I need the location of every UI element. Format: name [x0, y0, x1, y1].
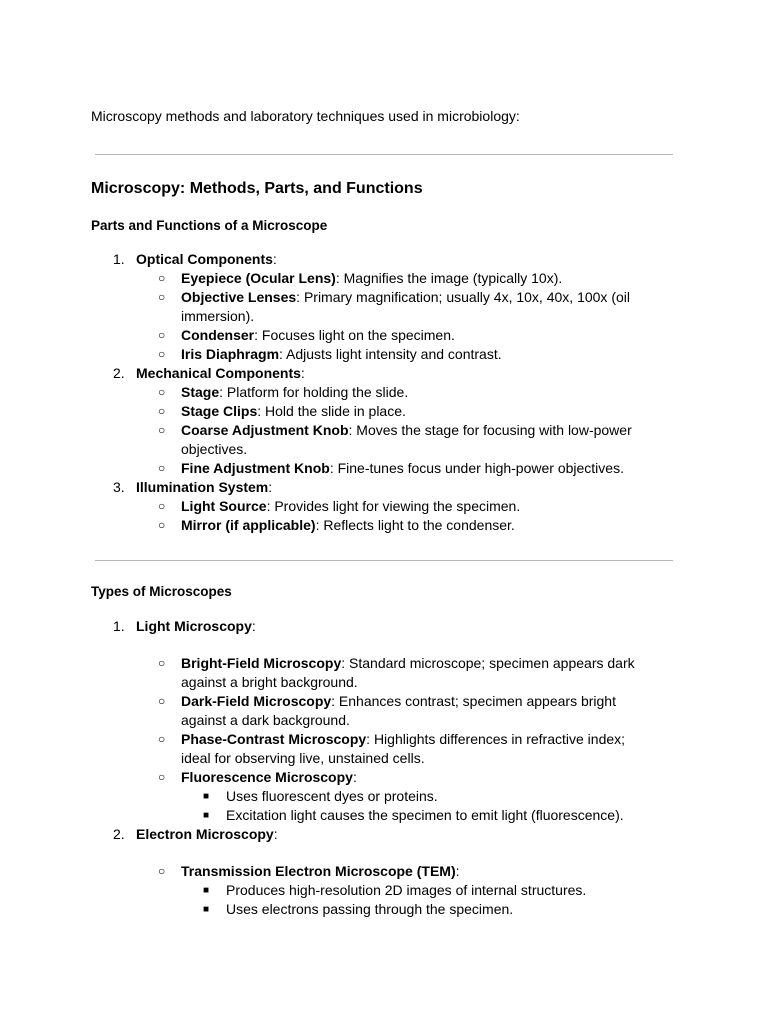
list-item: ○ Mirror (if applicable): Reflects light to the condenser. [158, 517, 515, 533]
list-item: ○ Stage: Platform for holding the slide. [158, 384, 409, 400]
numbered-item-light-microscopy [91, 617, 691, 825]
section-heading-parts: Parts and Functions of a Microscope [91, 218, 328, 233]
list-number: 3. [113, 479, 125, 495]
list-item: ■ Uses electrons passing through the specimen. [203, 901, 514, 917]
list-item: ○ Fine Adjustment Knob: Fine-tunes focus under high-power objectives. [158, 460, 624, 476]
sub-list [136, 269, 691, 364]
numbered-item-electron-microscopy [91, 825, 691, 919]
list-number: 1. [113, 251, 125, 267]
circle-bullet-icon: ○ [158, 499, 166, 513]
list-item: ○ Stage Clips: Hold the slide in place. [158, 403, 406, 419]
list-item: ■ Excitation light causes the specimen to emit light (fluorescence). [203, 807, 624, 823]
category-label: Mechanical Components [136, 365, 301, 381]
numbered-item-heading: Illumination System: [136, 479, 273, 495]
sub-list [136, 383, 691, 478]
numbered-item-illumination [91, 478, 691, 535]
circle-bullet-icon: ○ [158, 461, 166, 475]
numbered-item-heading: Mechanical Components: [136, 365, 305, 381]
list-item: ○ Dark-Field Microscopy: Enhances contrast; specimen appears bright against a dark background. [158, 693, 616, 728]
list-item: ○ Bright-Field Microscopy: Standard microscope; specimen appears dark against a bright background. [158, 655, 635, 690]
list-item: ○ Fluorescence Microscopy: ■ Uses fluorescent dyes or proteins. ■ Excitation light causes the specimen to emit light (fluorescence). [136, 768, 636, 825]
square-bullet-icon: ■ [203, 904, 210, 915]
circle-bullet-icon: ○ [158, 423, 166, 437]
circle-bullet-icon: ○ [158, 518, 166, 532]
category-label: Electron Microscopy [136, 826, 274, 842]
intro-text: Microscopy methods and laboratory techniques used in microbiology: [91, 108, 520, 124]
list-item: ○ Eyepiece (Ocular Lens): Magnifies the image (typically 10x). [158, 270, 563, 286]
circle-bullet-icon: ○ [158, 864, 166, 878]
numbered-item-mechanical [91, 364, 691, 478]
circle-bullet-icon: ○ [158, 328, 166, 342]
section-heading-types: Types of Microscopes [91, 584, 232, 599]
sub-list [136, 654, 691, 825]
circle-bullet-icon: ○ [158, 347, 166, 361]
list-item: ○ Condenser: Focuses light on the specimen. [158, 327, 455, 343]
numbered-item-optical [91, 250, 691, 364]
numbered-item-heading: Optical Components: [136, 251, 277, 267]
parts-list [91, 250, 691, 535]
list-item: ○ Light Source: Provides light for viewing the specimen. [158, 498, 521, 514]
list-item: ○ Phase-Contrast Microscopy: Highlights differences in refractive index; ideal for observing live, unstained cells. [158, 731, 626, 766]
nested-list [181, 881, 636, 919]
horizontal-divider [95, 560, 673, 561]
sub-list [136, 497, 691, 535]
list-item: ■ Uses fluorescent dyes or proteins. [203, 788, 438, 804]
square-bullet-icon: ■ [203, 885, 210, 896]
circle-bullet-icon: ○ [158, 656, 166, 670]
types-list [91, 617, 691, 919]
category-label: Illumination System [136, 479, 269, 495]
circle-bullet-icon: ○ [158, 770, 166, 784]
circle-bullet-icon: ○ [158, 694, 166, 708]
list-item: ○ Transmission Electron Microscope (TEM): ■ Produces high-resolution 2D images of internal structures. ■ Uses electrons passing through the specimen. [136, 862, 636, 919]
square-bullet-icon: ■ [203, 810, 210, 821]
numbered-item-heading: Electron Microscopy: [136, 826, 278, 842]
circle-bullet-icon: ○ [158, 732, 166, 746]
list-item: ○ Iris Diaphragm: Adjusts light intensity and contrast. [158, 346, 502, 362]
circle-bullet-icon: ○ [158, 404, 166, 418]
list-item: ○ Objective Lenses: Primary magnification; usually 4x, 10x, 40x, 100x (oil immersion). [158, 289, 630, 324]
list-number: 1. [113, 618, 125, 634]
sub-list [136, 862, 691, 919]
page-title: Microscopy: Methods, Parts, and Functions [91, 180, 423, 197]
category-label: Optical Components [136, 251, 273, 267]
circle-bullet-icon: ○ [158, 290, 166, 304]
nested-list [181, 787, 636, 825]
circle-bullet-icon: ○ [158, 271, 166, 285]
list-item: ○ Coarse Adjustment Knob: Moves the stage for focusing with low-power objectives. [158, 422, 632, 457]
category-label: Light Microscopy [136, 618, 252, 634]
list-item: ■ Produces high-resolution 2D images of internal structures. [203, 882, 587, 898]
square-bullet-icon: ■ [203, 791, 210, 802]
list-number: 2. [113, 826, 125, 842]
numbered-item-heading: Light Microscopy: [136, 618, 256, 634]
circle-bullet-icon: ○ [158, 385, 166, 399]
list-number: 2. [113, 365, 125, 381]
horizontal-divider [95, 154, 673, 155]
